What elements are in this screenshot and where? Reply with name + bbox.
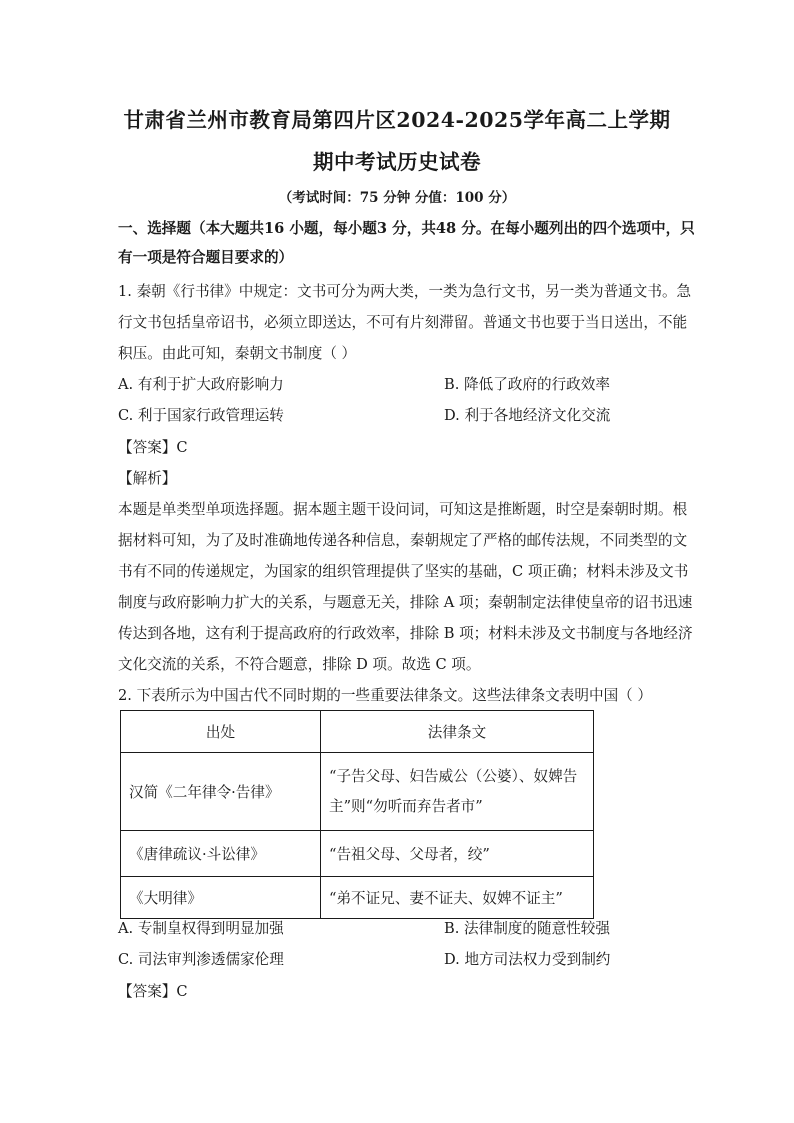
table-cell-text-line: “子告父母、妇告威公（公婆）、奴婢告 (329, 767, 578, 785)
q2-option-c: C. 司法审判渗透儒家伦理 (118, 951, 284, 968)
q1-stem-line1: 1. 秦朝《行书律》中规定：文书可分为两大类，一类为急行文书，另一类为普通文书。急 (118, 283, 692, 300)
q1-stem-line3: 积压。由此可知，秦朝文书制度（ ） (118, 345, 357, 362)
q1-analysis-line1: 本题是单类型单项选择题。据本题主题干设问词，可知这是推断题，时空是秦朝时期。根 (118, 501, 688, 518)
q1-stem-line2: 行文书包括皇帝诏书，必须立即送达，不可有片刻滞留。普通文书也要于当日送出，不能 (118, 314, 688, 331)
q2-stem: 2. 下表所示为中国古代不同时期的一些重要法律条文。这些法律条文表明中国（ ） (118, 687, 652, 704)
table-cell-text (321, 753, 594, 831)
section-heading-line1: 一、选择题（本大题共16 小题，每小题3 分，共48 分。在每小题列出的四个选项中，只 (118, 220, 695, 237)
q1-analysis-line4: 制度与政府影响力扩大的关系，与题意无关，排除 A 项；秦朝制定法律使皇帝的诏书迅速 (118, 594, 693, 611)
table-cell-text: “弟不证兄、妻不证夫、奴婢不证主” (321, 877, 594, 919)
q2-answer: 【答案】C (118, 983, 188, 1000)
q1-option-a: A. 有利于扩大政府影响力 (118, 376, 284, 393)
table-cell-source: 《大明律》 (121, 877, 321, 919)
q1-option-d: D. 利于各地经济文化交流 (444, 407, 611, 424)
table-row (121, 753, 594, 831)
table-row (121, 831, 594, 877)
table-header-row (121, 711, 594, 753)
q1-answer: 【答案】C (118, 439, 188, 456)
q1-analysis-line3: 书有不同的传递规定，为国家的组织管理提供了坚实的基础，C 项正确；材料未涉及文书 (118, 563, 689, 580)
q2-option-d: D. 地方司法权力受到制约 (444, 951, 611, 968)
table-cell-source: 汉简《二年律令·告律》 (121, 753, 321, 831)
section-heading-line2: 有一项是符合题目要求的） (118, 249, 294, 266)
table-row (121, 877, 594, 919)
exam-title-line1: 甘肃省兰州市教育局第四片区2024-2025学年高二上学期 (123, 108, 671, 132)
table-cell-source: 《唐律疏议·斗讼律》 (121, 831, 321, 877)
table-header-source: 出处 (121, 711, 321, 753)
q1-option-c: C. 利于国家行政管理运转 (118, 407, 284, 424)
exam-title-line2: 期中考试历史试卷 (313, 150, 481, 174)
q1-analysis-line5: 传达到各地，这有利于提高政府的行政效率，排除 B 项；材料未涉及文书制度与各地经济 (118, 625, 693, 642)
q2-option-a: A. 专制皇权得到明显加强 (118, 920, 284, 937)
exam-info: （考试时间：75 分钟 分值：100 分） (278, 190, 516, 206)
table-cell-text: “告祖父母、父母者，绞” (321, 831, 594, 877)
q1-analysis-line2: 据材料可知，为了及时准确地传递各种信息，秦朝规定了严格的邮传法规，不同类型的文 (118, 532, 688, 549)
q1-option-b: B. 降低了政府的行政效率 (444, 376, 610, 393)
table-header-text: 法律条文 (321, 711, 594, 753)
table-cell-text-line: 主”则“勿听而弃告者市” (329, 797, 483, 815)
q1-analysis-line6: 文化交流的关系，不符合题意，排除 D 项。故选 C 项。 (118, 656, 481, 673)
q2-option-b: B. 法律制度的随意性较强 (444, 920, 610, 937)
law-table (120, 710, 594, 919)
q1-analysis-label: 【解析】 (118, 470, 177, 487)
